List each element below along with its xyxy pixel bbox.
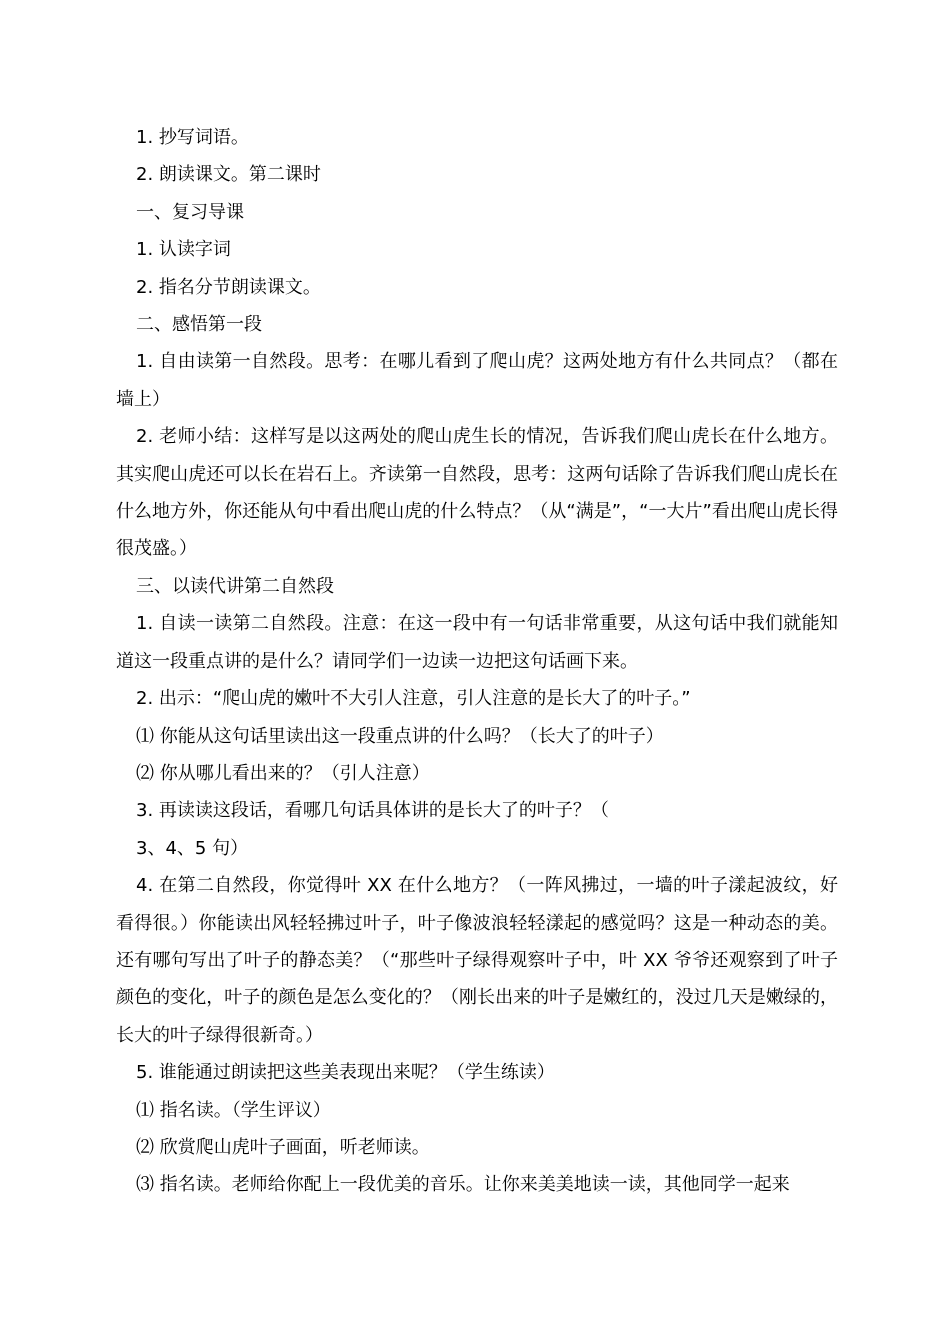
paragraph-question-2: ⑵ 你从哪儿看出来的？（引人注意） (136, 762, 430, 784)
paragraph-appreciate-picture: ⑵ 欣赏爬山虎叶子画面，听老师读。 (136, 1136, 430, 1158)
paragraph-section-reading: 2. 指名分节朗读课文。 (136, 276, 321, 298)
paragraph-show-sentence: 2. 出示：“爬山虎的嫩叶不大引人注意，引人注意的是长大了的叶子。” (136, 688, 691, 710)
section-heading-review: 一、复习导课 (136, 201, 244, 223)
paragraph-teacher-summary: 2. 老师小结：这样写是以这两处的爬山虎生长的情况，告诉我们爬山虎长在什么地方。其实爬山虎还可以长在岩石上。齐读第一自然段，思考：这两句话除了告诉我们爬山虎长在什么地方外，你还能从句中看出爬山虎的什么特点？（从“满是”，“一大片”看出爬山虎长得很茂盛。） (116, 426, 838, 560)
paragraph-expressive-reading: 5. 谁能通过朗读把这些美表现出来呢？（学生练读） (136, 1062, 555, 1084)
paragraph-free-reading: 1. 自由读第一自然段。思考：在哪儿看到了爬山虎？这两处地方有什么共同点？（都在墙上） (116, 351, 838, 410)
paragraph-self-reading: 1. 自读一读第二自然段。注意：在这一段中有一句话非常重要，从这句话中我们就能知道这一段重点讲的是什么？请同学们一边读一边把这句话画下来。 (116, 613, 838, 672)
paragraph-question-1: ⑴ 你能从这句话里读出这一段重点讲的什么吗？（长大了的叶子） (136, 725, 664, 747)
section-heading-first-paragraph: 二、感悟第一段 (136, 314, 262, 336)
paragraph-reread: 3. 再读读这段话，看哪几句话具体讲的是长大了的叶子？（ (136, 800, 609, 822)
paragraph-named-reading: ⑴ 指名读。（学生评议） (136, 1099, 331, 1121)
paragraph-dynamic-beauty: 4. 在第二自然段，你觉得叶 XX 在什么地方？（一阵风拂过，一墙的叶子漾起波纹，好看得很。）你能读出风轻轻拂过叶子，叶子像波浪轻轻漾起的感觉吗？这是一种动态的美。还有哪句写出了叶子的静态美？（“那些叶子绿得观察叶子中，叶 XX 爷爷还观察到了叶子颜色的变化，叶子的颜色是怎么变化的？（刚长出来的叶子是嫩红的，没过几天是嫩绿的，长大的叶子绿得很新奇。） (116, 875, 838, 1046)
paragraph-copy-words: 1. 抄写词语。 (136, 127, 249, 148)
paragraph-recognize-words: 1. 认读字词 (136, 239, 231, 261)
paragraph-sentence-numbers: 3、4、5 句） (136, 837, 249, 859)
section-heading-second-paragraph: 三、以读代讲第二自然段 (136, 575, 334, 597)
paragraph-read-aloud: 2. 朗读课文。第二课时 (136, 164, 321, 186)
document-body (116, 119, 838, 1204)
paragraph-music-reading: ⑶ 指名读。老师给你配上一段优美的音乐。让你来美美地读一读，其他同学一起来 (136, 1174, 790, 1196)
